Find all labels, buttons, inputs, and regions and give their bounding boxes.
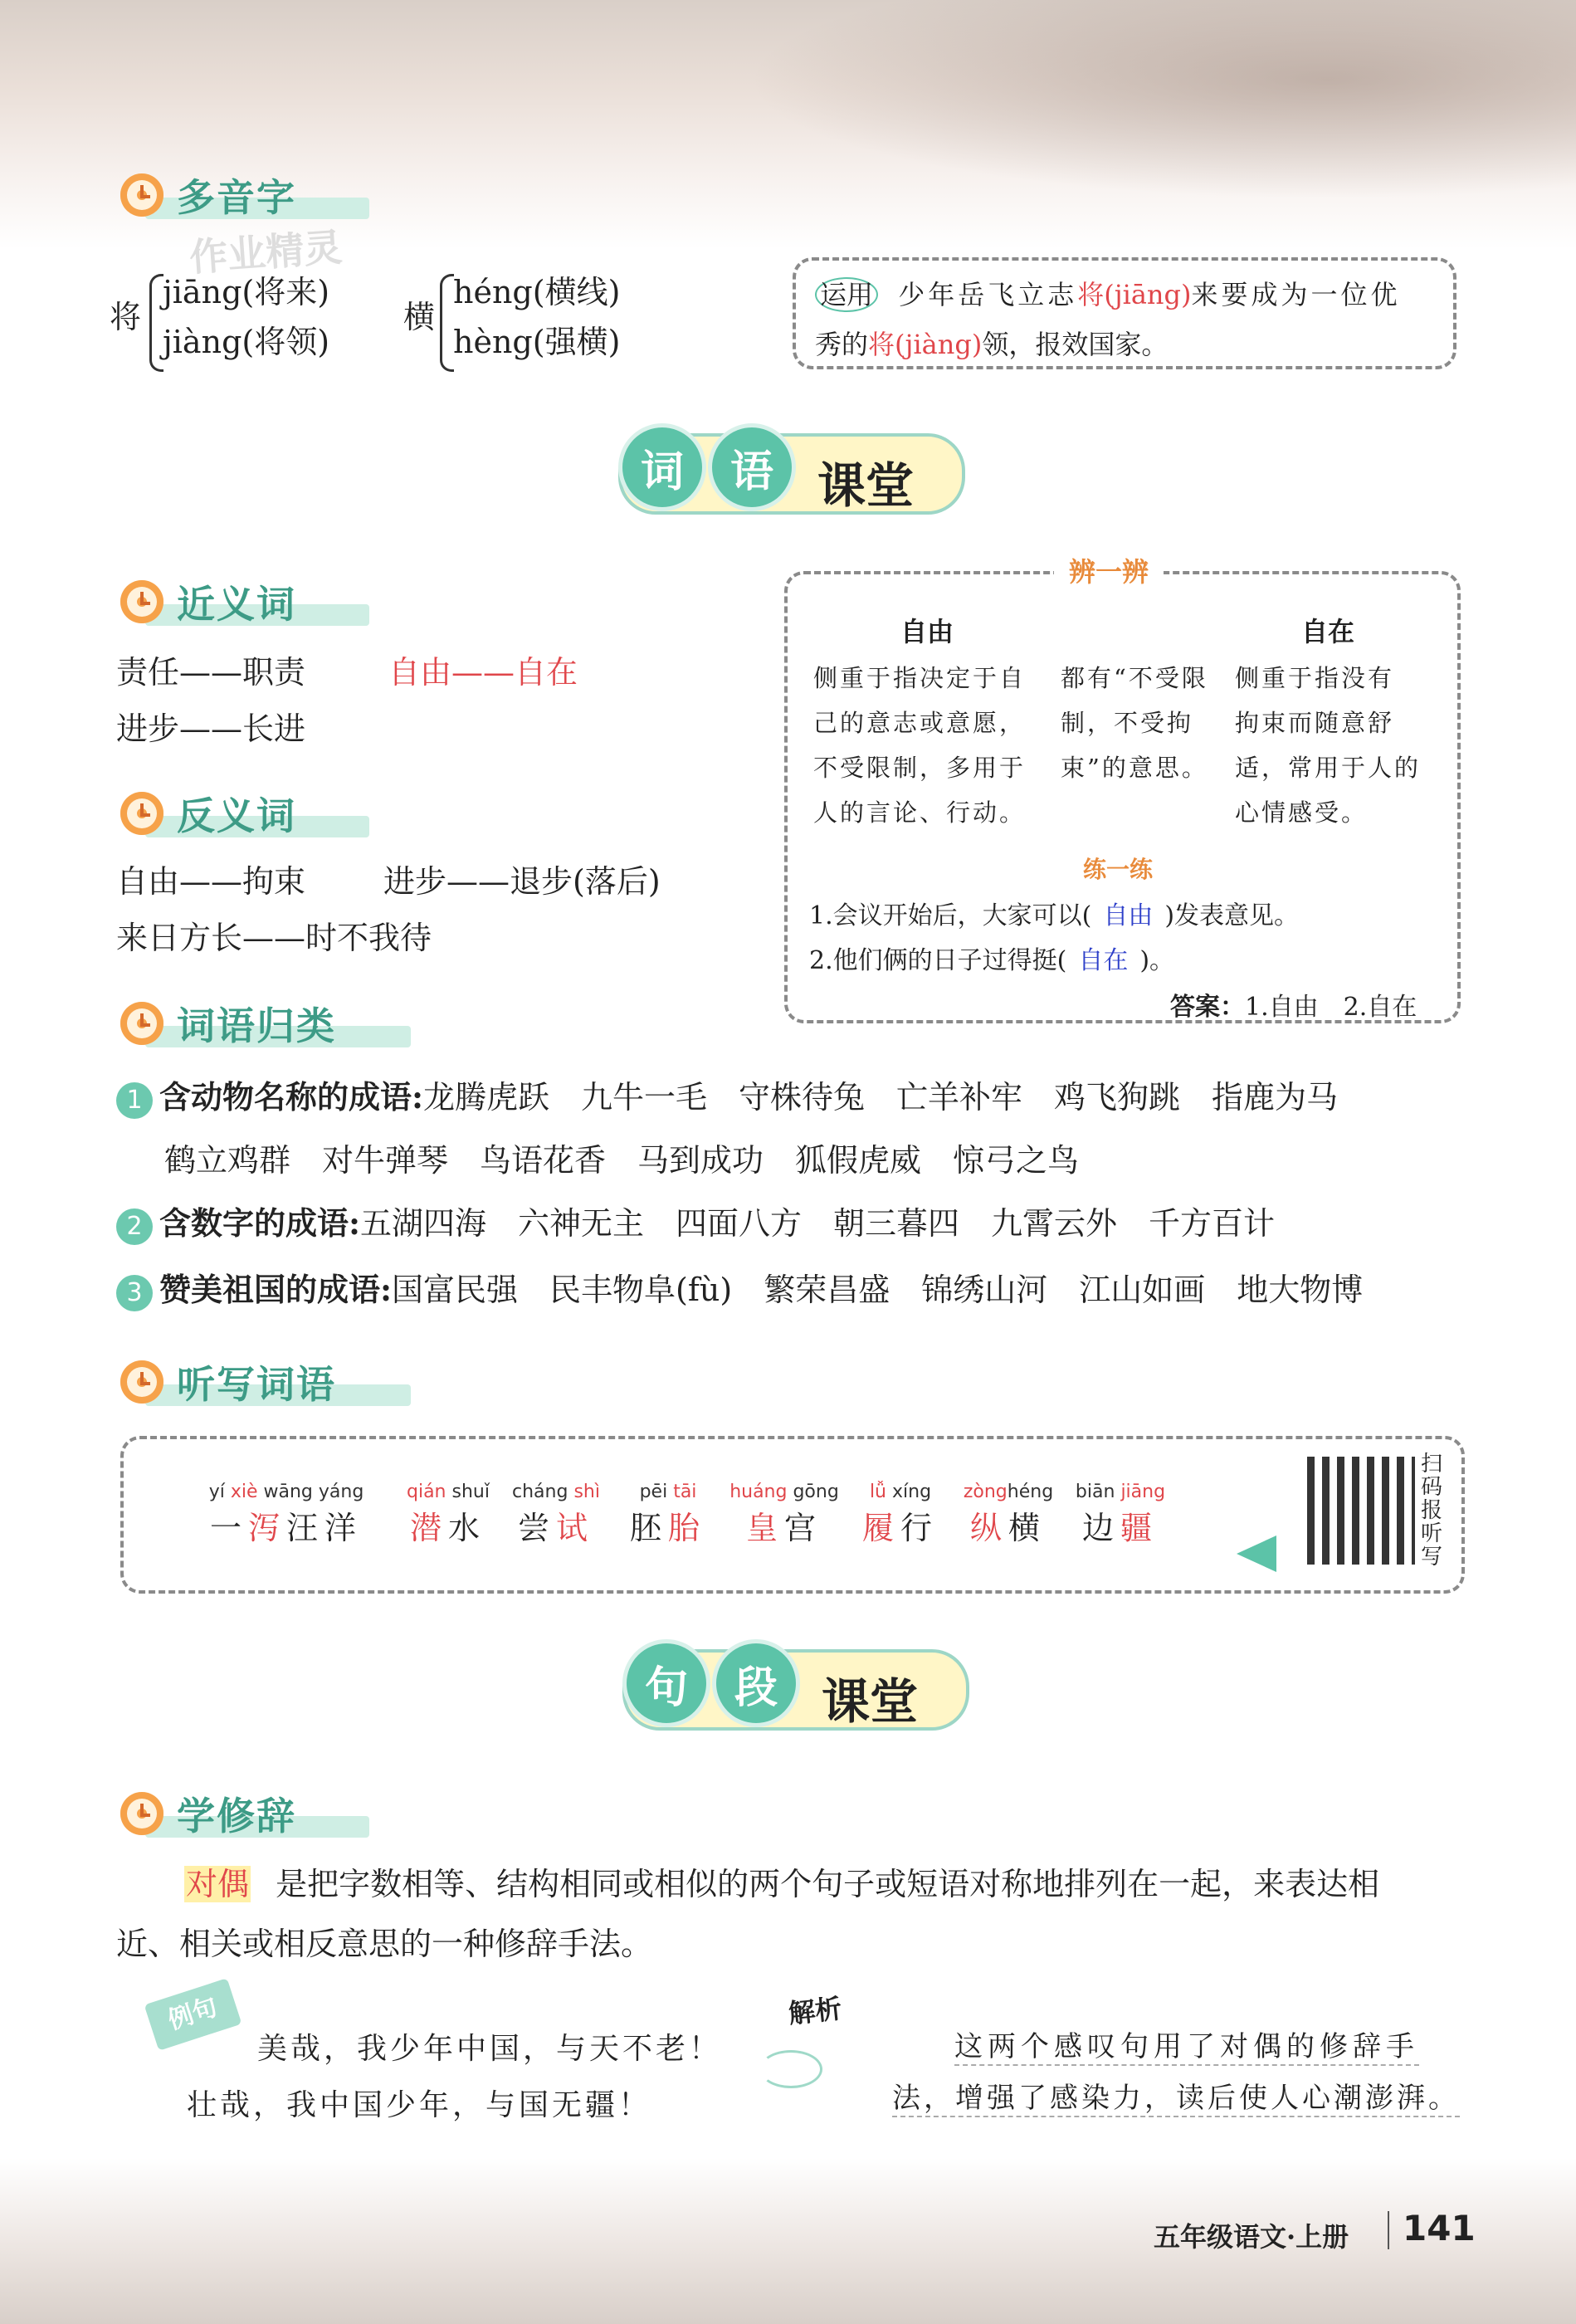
analysis-tag: 解析 [787,1992,844,2030]
qr-code-icon[interactable] [1307,1457,1415,1565]
hanzi: 水 [448,1510,487,1546]
watermark: 作业精灵 [188,224,344,281]
practice-text: )发表意见。 [1164,901,1300,930]
distinguish-line: 都有“不受限 [1061,664,1208,692]
classify-row-1b: 鹤立鸡群 对牛弹琴 鸟语花香 马到成功 狐假虎威 惊弓之鸟 [164,1142,1080,1179]
pinyin: pēi [639,1482,668,1502]
answer-label: 答案： [1170,993,1245,1022]
section-title: 学修辞 [177,1794,296,1838]
poly-reading: jiāng(将来) [163,274,330,310]
banner-bubble: 语 [708,423,796,511]
distinguish-line: 人的言论、行动。 [813,798,1027,827]
classify-items: 五湖四海 六神无主 四面八方 朝三暮四 九霄云外 千方百计 [360,1205,1276,1242]
pinyin: biān [1075,1482,1115,1502]
dictation-word [199,1482,373,1548]
pinyin-highlight: zòng [963,1482,1008,1502]
classify-row-1 [116,1078,1339,1119]
distinguish-line: 不受限制，多用于 [813,754,1027,782]
distinguish-col1 [813,656,1026,835]
distinguish-col2 [1235,656,1421,835]
example-line-1: 美哉，我少年中国，与天不老！ [257,2032,723,2066]
practice-text: 1.会议开始后，大家可以( [809,901,1092,930]
section-title: 近义词 [177,582,296,627]
rhetoric-def-line-2: 近、相关或相反意思的一种修辞手法。 [116,1926,653,1962]
pinyin: shuǐ [451,1482,490,1502]
banner-sentence-class [622,1639,971,1731]
classify-row-2 [116,1204,1276,1245]
usage-highlight: 将(jiàng) [868,329,983,360]
classify-row-3 [116,1273,1363,1311]
distinguish-title: 辨一辨 [1054,551,1164,589]
banner-label: 课堂 [817,457,915,514]
pinyin: yí [208,1482,225,1502]
classify-label: 含数字的成语: [159,1204,361,1242]
usage-highlight: 将(jiāng) [1077,279,1192,310]
hanzi: 宫 [784,1510,823,1546]
banner-bubble: 段 [712,1639,800,1727]
scan-text: 扫码报听写 [1421,1452,1443,1570]
usage-text: 领，报效国家。 [982,329,1169,360]
hanzi: 胚 [629,1510,668,1546]
distinguish-line: 侧重于指没有 [1235,664,1395,692]
practice-title: 练一练 [1083,856,1154,883]
distinguish-line: 己的意志或意愿， [813,709,1027,737]
section-classify [120,994,386,1052]
example-line-2: 壮哉，我中国少年，与国无疆！ [187,2088,652,2122]
section-dictation [120,1353,386,1411]
usage-text: 来要成为一位优 [1191,279,1401,310]
hanzi-highlight: 泻 [247,1510,286,1546]
pinyin-highlight: xiè [230,1482,258,1502]
brace [149,274,163,372]
poly-char-heng: 横 [403,299,436,335]
distinguish-col1-head: 自由 [900,616,954,647]
pinyin-highlight: qián [407,1482,446,1502]
usage-tag: 运用 [815,277,878,312]
dictation-word [726,1482,842,1548]
banner-bubble: 词 [618,423,706,511]
dictation-word [954,1482,1062,1548]
practice-q1 [809,895,1299,931]
usage-text: 少年岳飞立志 [898,279,1078,310]
pinyin: cháng [512,1482,568,1502]
banner-words-class [618,423,967,515]
poly-reading: héng(横线) [453,274,621,310]
practice-answers [1170,986,1417,1023]
alarm-clock-icon [120,1360,163,1404]
hanzi: 汪洋 [286,1510,364,1546]
distinguish-line: 侧重于指决定于自 [813,664,1027,692]
hanzi: 尝 [517,1510,556,1546]
antonym-pair: 自由——拘束 [116,863,306,900]
pinyin-highlight: huáng [729,1482,788,1502]
distinguish-line: 制，不受拘 [1061,709,1194,737]
alarm-clock-icon [120,1002,163,1045]
hanzi-highlight: 皇 [745,1510,784,1546]
analysis-line-1: 这两个感叹句用了对偶的修辞手 [954,2024,1419,2066]
rhetoric-term: 对偶 [186,1866,250,1902]
practice-text: )。 [1139,946,1175,975]
dictation-word [1066,1482,1174,1548]
alarm-clock-icon [120,1792,163,1835]
section-polyphonic [120,166,344,224]
classify-label: 含动物名称的成语: [159,1078,424,1116]
distinguish-line: 拘束而随意舒 [1235,709,1395,737]
section-title: 听写词语 [177,1362,336,1407]
hanzi: 一 [209,1510,248,1546]
classify-items: 国富民强 民丰物阜(fù) 繁荣昌盛 锦绣山河 江山如画 地大物博 [392,1272,1364,1308]
footer-book: 五年级语文·上册 [1154,2221,1349,2253]
usage-line-1 [815,274,1401,312]
hanzi: 行 [900,1510,939,1546]
practice-answer: 自由 [1103,901,1154,930]
number-badge: 3 [116,1275,153,1311]
brace [440,274,454,372]
dictation-word [398,1482,498,1548]
number-badge: 2 [116,1208,153,1245]
alarm-clock-icon [120,792,163,835]
section-synonyms [120,573,344,631]
example-tag: 例句 [144,1978,242,2051]
hanzi-highlight: 履 [861,1510,900,1546]
practice-answer: 自在 [1078,946,1129,975]
hanzi-highlight: 纵 [969,1510,1008,1546]
dictation-word [506,1482,606,1548]
section-title: 反义词 [177,793,296,838]
answer-text: 1.自由 2.自在 [1245,993,1417,1022]
practice-text: 2.他们俩的日子过得挺( [809,946,1067,975]
banner-label: 课堂 [822,1673,919,1730]
classify-label: 赞美祖国的成语: [159,1271,393,1308]
pinyin: xíng [892,1482,932,1502]
antonym-pair: 来日方长——时不我待 [116,920,432,956]
speaker-icon [1237,1536,1276,1572]
pinyin: héng [1007,1482,1054,1502]
synonym-pair: 进步——长进 [116,710,306,747]
number-badge: 1 [116,1082,153,1119]
distinguish-line: 适，常用于人的 [1235,754,1422,782]
arrow-swirl-icon [759,2050,822,2088]
rhetoric-def: 是把字数相等、结构相同或相似的两个句子或短语对称地排列在一起，来表达相 [276,1866,1380,1902]
alarm-clock-icon [120,173,163,217]
pinyin-highlight: tāi [673,1482,697,1502]
poly-reading: jiàng(将领) [163,324,330,360]
usage-line-2 [815,324,1168,362]
section-rhetoric [120,1784,344,1843]
section-title: 词语归类 [177,1003,336,1048]
practice-q2 [809,940,1174,976]
poly-reading: hèng(强横) [453,324,621,360]
section-antonyms [120,784,344,842]
poly-char-jiang: 将 [110,299,142,335]
analysis-line-2: 法，增强了感染力，读后使人心潮澎湃。 [892,2075,1460,2117]
pinyin-highlight: lǚ [869,1482,886,1502]
distinguish-line: 心情感受。 [1235,798,1369,827]
banner-bubble: 句 [622,1639,710,1727]
hanzi: 边 [1081,1510,1120,1546]
hanzi-highlight: 潜 [409,1510,448,1546]
hanzi-highlight: 疆 [1120,1510,1159,1546]
synonym-pair: 自由——自在 [388,654,578,691]
top-background-cloud [747,0,1576,199]
hanzi: 横 [1008,1510,1047,1546]
distinguish-col-mid [1061,656,1208,790]
alarm-clock-icon [120,580,163,623]
distinguish-line: 束”的意思。 [1061,754,1208,782]
hanzi-highlight: 胎 [668,1510,707,1546]
dictation-word [622,1482,714,1548]
usage-text: 秀的 [815,329,869,360]
rhetoric-def-line-1 [184,1868,1379,1901]
page-number: 141 [1403,2208,1476,2248]
footer-divider [1388,2211,1389,2249]
pinyin: wāng yáng [263,1482,364,1502]
hanzi-highlight: 试 [556,1510,595,1546]
distinguish-col2-head: 自在 [1301,616,1355,647]
pinyin-highlight: shì [573,1482,600,1502]
synonym-pair: 责任——职责 [116,654,306,691]
dictation-word [855,1482,946,1548]
antonym-pair: 进步——退步(落后) [383,863,661,900]
section-title: 多音字 [177,175,296,220]
pinyin-highlight: jiāng [1120,1482,1166,1502]
classify-items: 龙腾虎跃 九牛一毛 守株待兔 亡羊补牢 鸡飞狗跳 指鹿为马 [423,1079,1339,1116]
pinyin: gōng [793,1482,839,1502]
